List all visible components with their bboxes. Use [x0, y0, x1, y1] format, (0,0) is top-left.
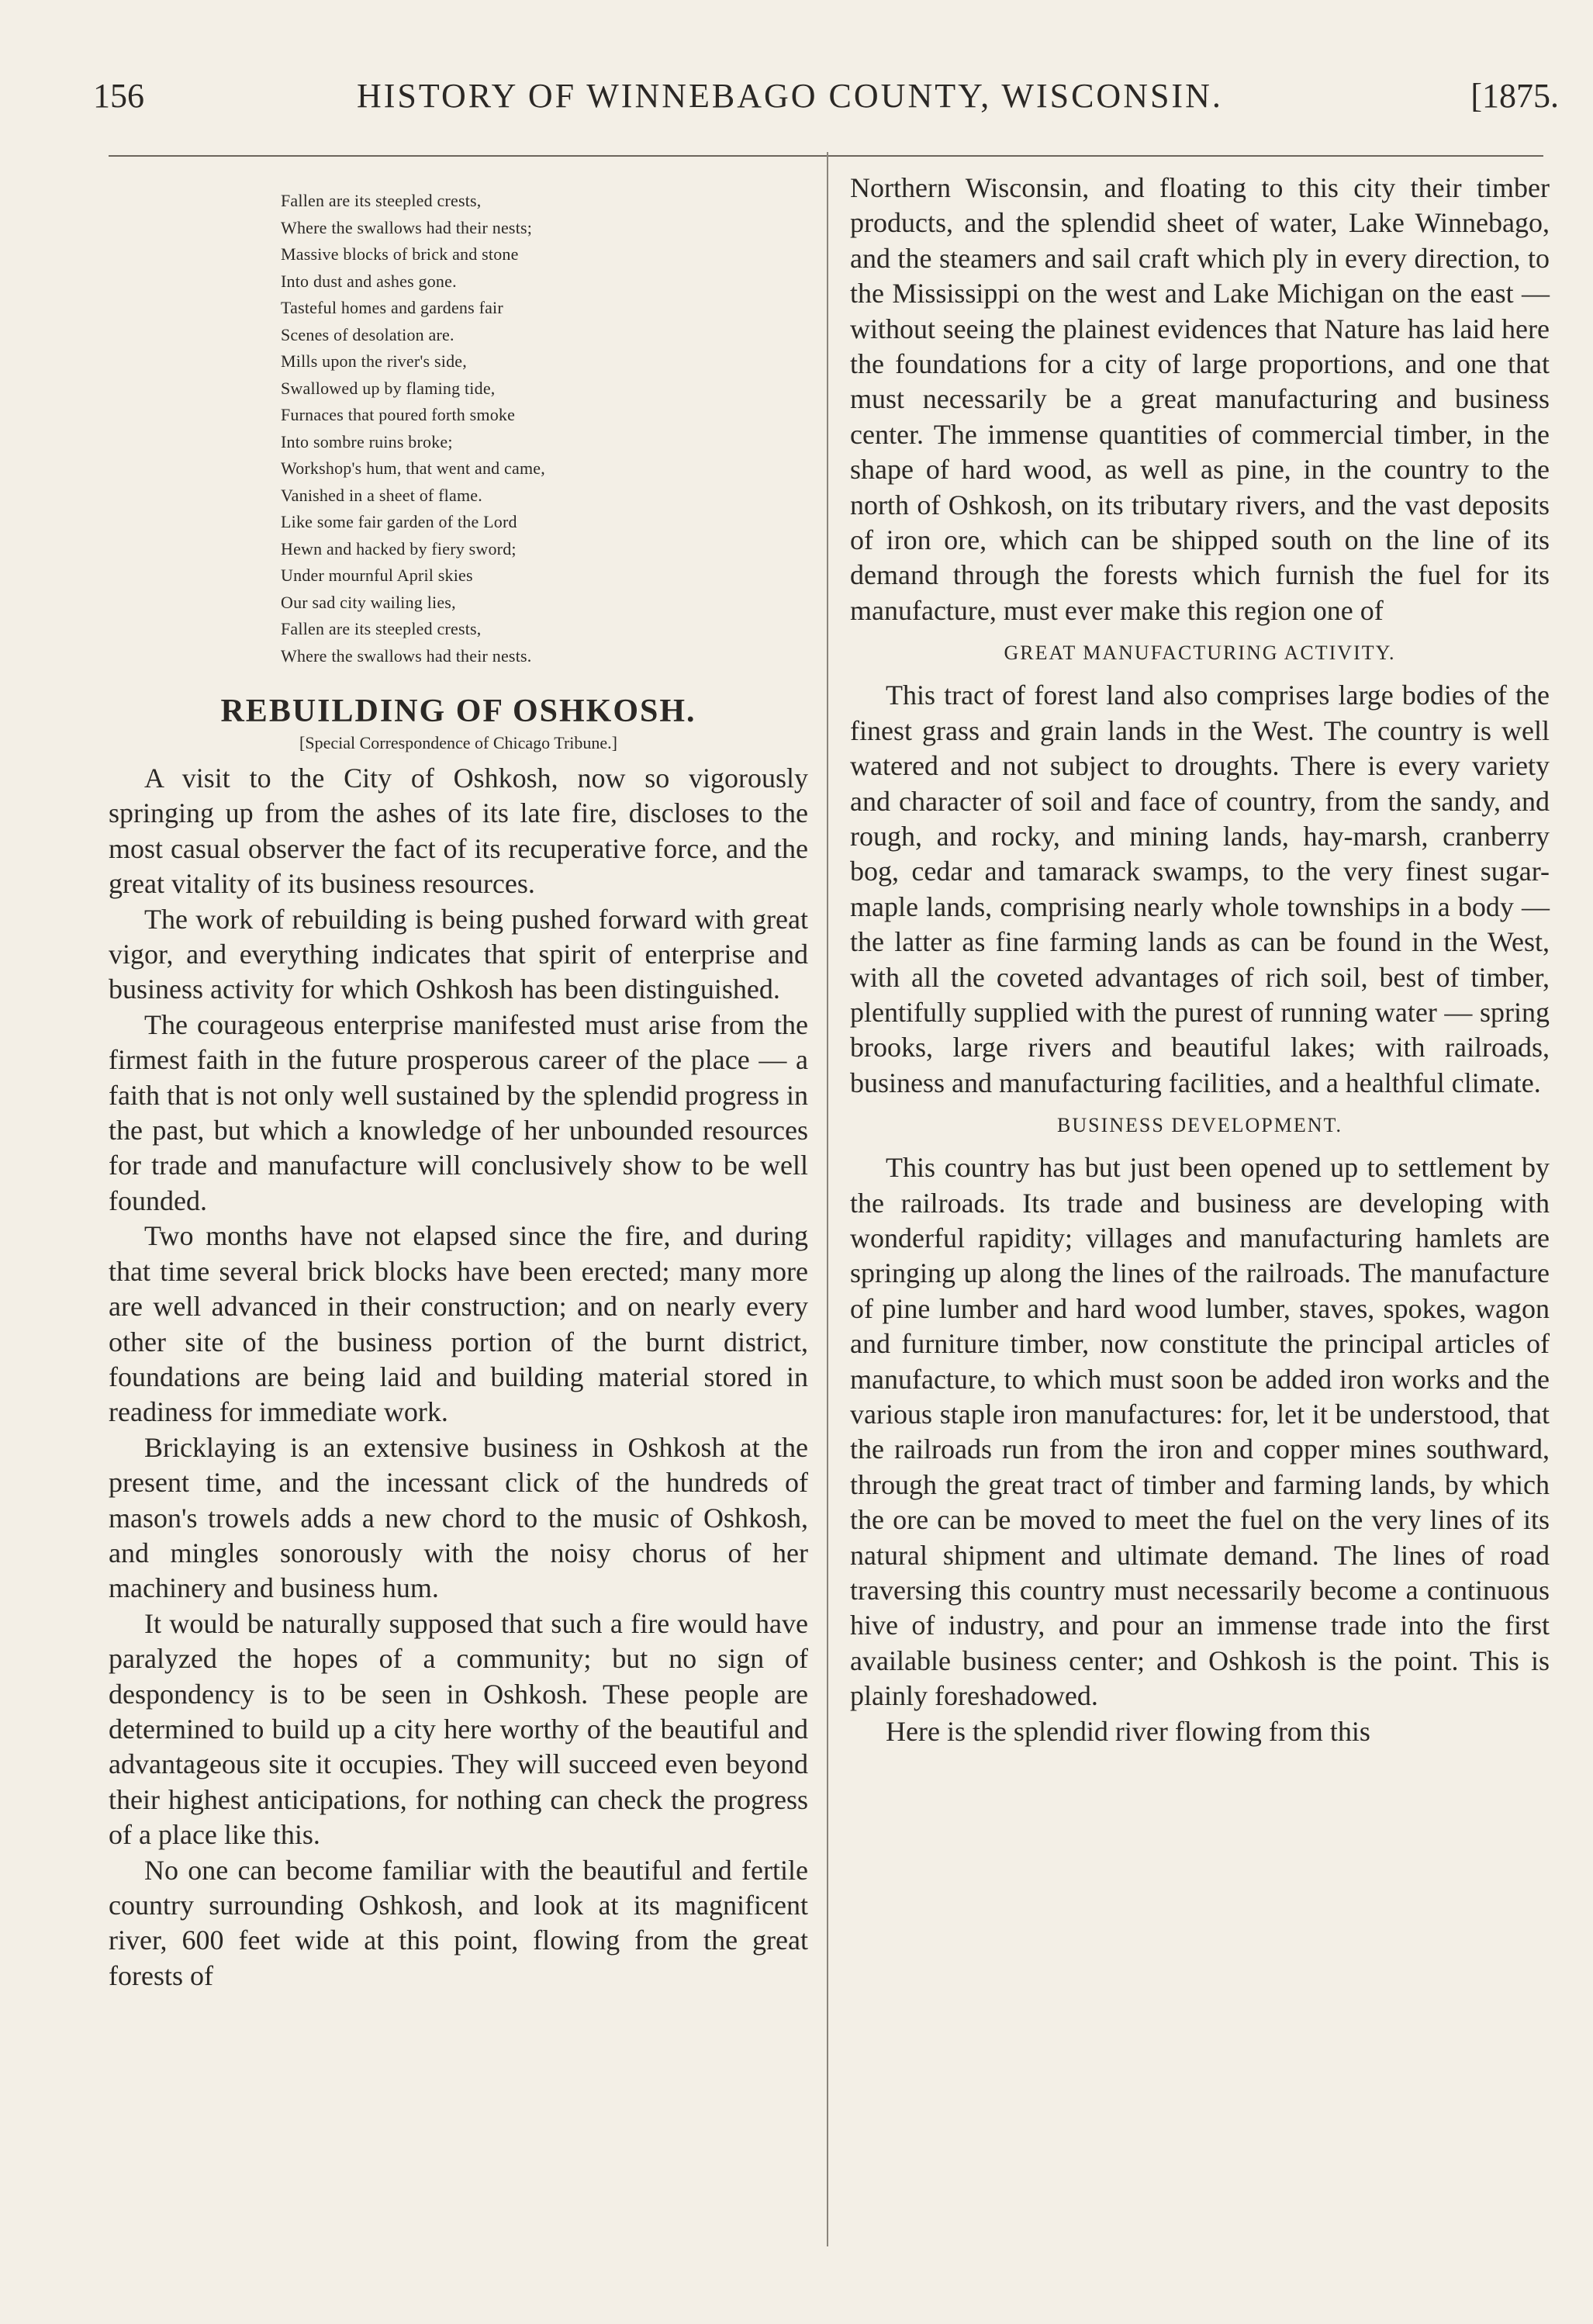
poem-line: Fallen are its steepled crests,: [281, 191, 482, 210]
poem-line: Swallowed up by flaming tide,: [281, 378, 496, 398]
body-paragraph: No one can become familiar with the beautiful and fertile country surrounding Oshkosh, and look at its magnificent river, 600 feet wide at this point, flowing from the great forests of: [109, 1854, 808, 1991]
poem-line: Workshop's hum, that went and came,: [281, 458, 545, 478]
body-paragraph: The work of rebuilding is being pushed forward with great vigor, and everything indicates that spirit of enterprise and business activity for which Oshkosh has been distinguished.: [109, 903, 808, 1005]
poem-line: Scenes of desolation are.: [281, 324, 454, 344]
poem-line: Tasteful homes and gardens fair: [281, 298, 503, 317]
header-rule: [109, 155, 1543, 157]
body-paragraph: The courageous enterprise manifested must arise from the firmest faith in the future prosperous career of the place — a faith that is not only well sustained by the splendid progress in the past, but which a knowledge of her unbounded resources for trade and manufacture will conclusively show to be well founded.: [109, 1008, 808, 1216]
body-paragraph: It would be naturally supposed that such a fire would have paralyzed the hopes of a community; but no sign of despondency is to be seen in Oshkosh. These people are determined to build up a city here worthy of the beautiful and advantageous site it occupies. They will succeed even beyond their highest anticipations, for nothing can check the progress of a place like this.: [109, 1607, 808, 1851]
section-heading-manufacturing: GREAT MANUFACTURING ACTIVITY.: [1004, 642, 1396, 665]
body-paragraph-continued: Northern Wisconsin, and floating to this city their timber products, and the splendid sheet of water, Lake Winnebago, and the steamers and sail craft which ply in every direction, to the Mississippi on the west and Lake Michigan on the east — without seeing the plainest evidences that Nature has laid here the foundations for a city of large proportions, and one that must necessarily be a great manufacturing and business center. The immense quantities of commercial timber, in the shape of hard wood, as well as pine, in the country to the north of Oshkosh, on its tributary rivers, and the vast deposits of iron ore, which can be shipped south on the line of its demand through the forests which furnish the fuel for its manufacture, must ever make this region one of: [850, 172, 1550, 626]
article-heading: REBUILDING OF OSHKOSH.: [220, 693, 696, 729]
poem: [281, 188, 808, 669]
poem-line: Into sombre ruins broke;: [281, 431, 453, 451]
column-divider: [827, 152, 828, 2246]
body-paragraph: Bricklaying is an extensive business in Oshkosh at the present time, and the incessant click of the hundreds of mason's trowels adds a new chord to the music of Oshkosh, and mingles sonorously with the noisy chorus of her machinery and business hum.: [109, 1431, 808, 1604]
body-paragraph: Two months have not elapsed since the fire, and during that time several brick blocks have been erected; many more are well advanced in their construction; and on nearly every other site of the business portion of the burnt district, foundations are being laid and building material stored in readiness for immediate work.: [109, 1220, 808, 1428]
poem-line: Where the swallows had their nests;: [281, 217, 533, 237]
section-heading-business: BUSINESS DEVELOPMENT.: [1057, 1114, 1342, 1137]
left-column: [109, 171, 808, 1994]
poem-line: Into dust and ashes gone.: [281, 271, 457, 291]
page-year: [1875.: [1470, 77, 1559, 115]
body-paragraph: This country has but just been opened up to settlement by the railroads. Its trade and business are developing with wonderful rapidity; villages and manufacturing hamlets are springing up along the lines of the railroads. The manufacture of pine lumber and hard wood lumber, staves, spokes, wagon and furniture timber, now constitute the principal articles of manufacture, to which must soon be added iron works and the various staple iron manufactures: for, let it be understood, that the railroads run from the iron and copper mines southward, through the great tract of timber and farming lands, by which the ore can be moved to meet the fuel on the very lines of its natural shipment and ultimate demand. The lines of road traversing this country must necessarily become a continuous hive of industry, and pour an immense trade into the first available business center; and Oshkosh is the point. This is plainly foreshadowed.: [850, 1152, 1550, 1712]
running-title: HISTORY OF WINNEBAGO COUNTY, WISCONSIN.: [357, 77, 1223, 115]
poem-line: Hewn and hacked by fiery sword;: [281, 538, 517, 559]
poem-line: Mills upon the river's side,: [281, 351, 467, 371]
poem-line: Massive blocks of brick and stone: [281, 244, 519, 264]
article-byline: [Special Correspondence of Chicago Tribune.]: [299, 733, 617, 752]
poem-line: Furnaces that poured forth smoke: [281, 405, 516, 424]
poem-line: Vanished in a sheet of flame.: [281, 485, 482, 505]
poem-line: Fallen are its steepled crests,: [281, 619, 482, 638]
poem-line: Where the swallows had their nests.: [281, 645, 532, 666]
page-number: 156: [93, 77, 144, 115]
poem-line: Under mournful April skies: [281, 565, 473, 585]
right-column: [850, 171, 1550, 1749]
poem-line: Our sad city wailing lies,: [281, 592, 456, 612]
body-paragraph: Here is the splendid river flowing from this: [886, 1715, 1370, 1747]
poem-line: Like some fair garden of the Lord: [281, 512, 517, 531]
page-header: [93, 76, 1559, 130]
body-paragraph: A visit to the City of Oshkosh, now so vigorously springing up from the ashes of its late fire, discloses to the most casual observer the fact of its recuperative force, and the great vitality of its business resources.: [109, 763, 808, 900]
body-paragraph: This tract of forest land also comprises large bodies of the finest grass and grain lands in the West. The country is well watered and not subject to droughts. There is every variety and character of soil and face of country, from the sandy, and rough, and rocky, and mining lands, hay-marsh, cranberry bog, cedar and tamarack swamps, to the very finest sugar-maple lands, comprising nearly whole townships in a body — the latter as fine farming lands as can be found in the West, with all the coveted advantages of rich soil, best of timber, plentifully supplied with the purest of running water — spring brooks, large rivers and beautiful lakes; with railroads, business and manufacturing facilities, and a healthful climate.: [850, 680, 1550, 1098]
